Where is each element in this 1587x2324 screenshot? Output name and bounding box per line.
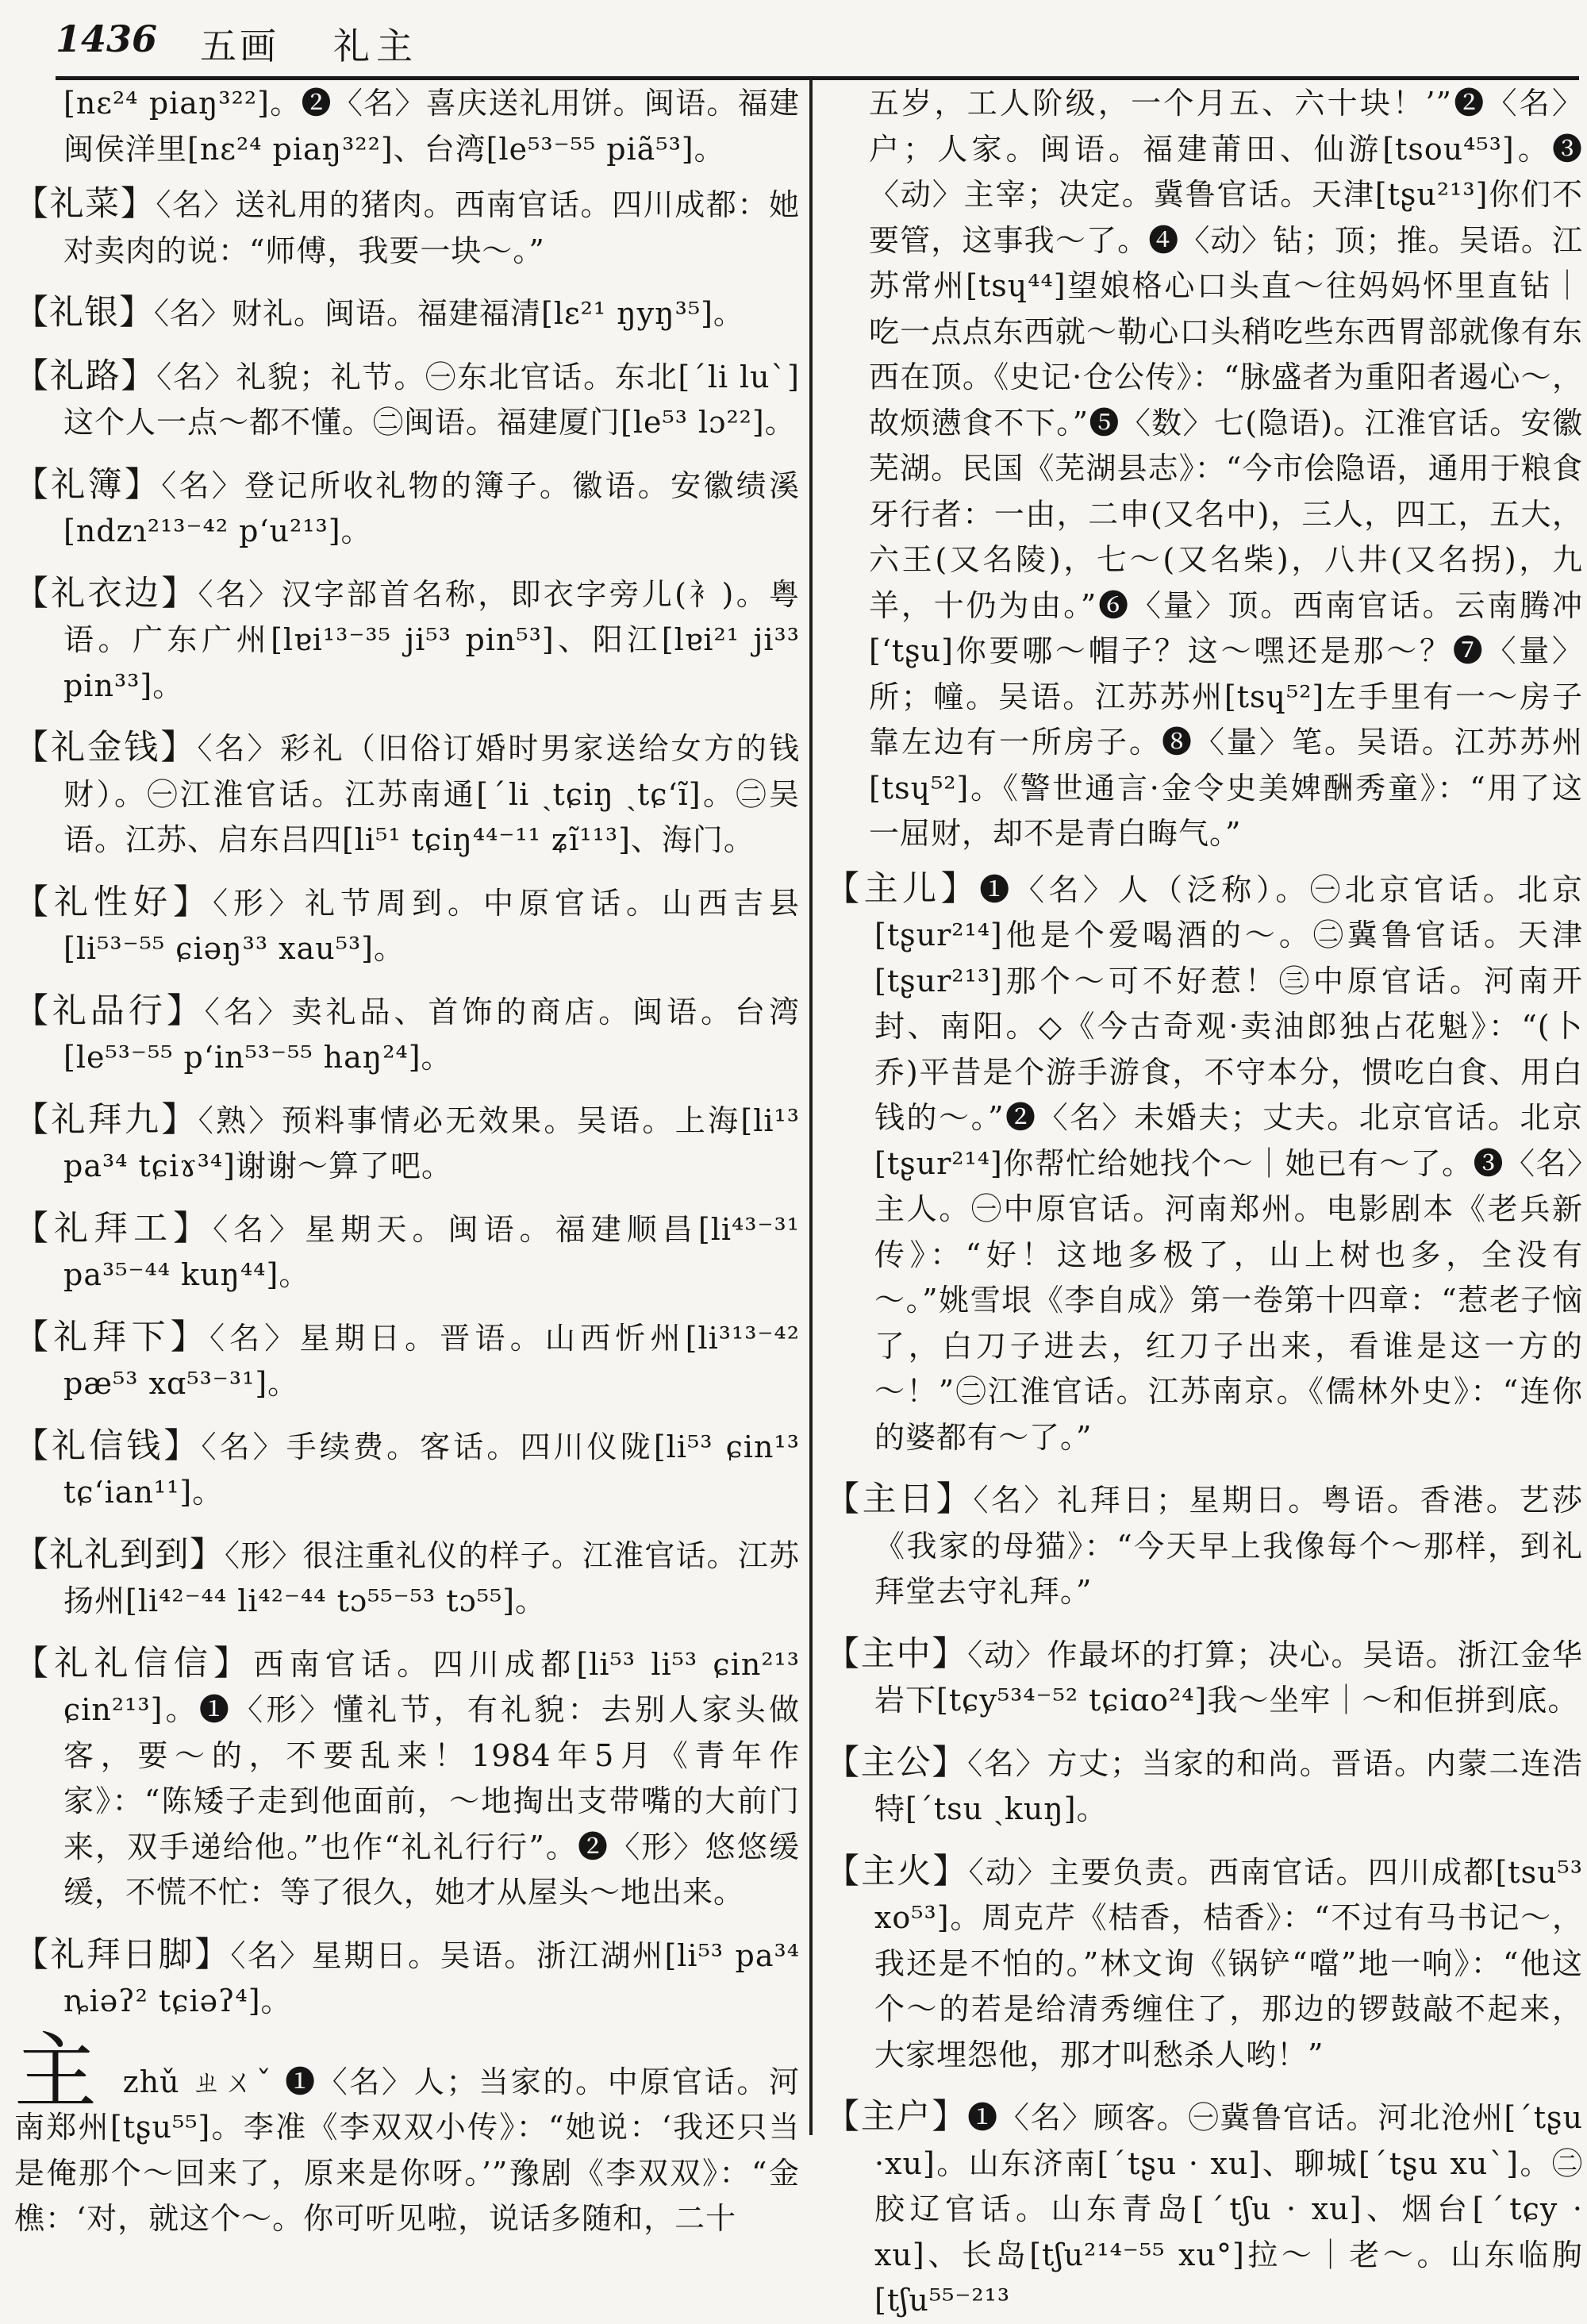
- entry-definition: 西南官话。四川成都[li⁵³ li⁵³ ɕin²¹³ ɕin²¹³]。❶〈形〉懂礼节，有礼貌：去别人家头做客，要～的，不要乱来！1984年5月《青年作家》：“陈矮子走到他面前，～地掏出支带嘴的大前门来，双手递给他。”也作“礼礼行行”。❷〈形〉悠悠缓缓，不慌不忙：等了很久，她才从屋头～地出来。: [63, 1646, 801, 1910]
- left-column: [14, 81, 801, 2236]
- dictionary-entry: [14, 354, 800, 446]
- entry-definition: 〈名〉礼貌；礼节。㊀东北官话。东北[ˊli luˋ]这个人一点～都不懂。㊁闽语。福建厦门[le⁵³ lɔ²²]。: [63, 359, 801, 440]
- dictionary-entry: [14, 290, 800, 337]
- continued-text: [nɛ²⁴ piaŋ³²²]。❷〈名〉喜庆送礼用饼。闽语。福建闽侯洋里[nɛ²⁴ piaŋ³²²]、台湾[le⁵³⁻⁵⁵ piã⁵³]。: [63, 86, 800, 167]
- entry-headword: 【礼礼信信】: [14, 1643, 254, 1683]
- entry-definition: 〈名〉礼拜日；星期日。粤语。香港。艺莎《我家的母猫》：“今天早上我像每个～那样，到礼拜堂去守礼拜。”: [874, 1483, 1584, 1609]
- dictionary-entry: [825, 867, 1583, 1461]
- entry-definition: 〈形〉很注重礼仪的样子。江淮官话。江苏扬州[li⁴²⁻⁴⁴ li⁴²⁻⁴⁴ tɔ⁵⁵⁻⁵³ tɔ⁵⁵]。: [63, 1537, 800, 1618]
- dictionary-entry: [825, 2095, 1583, 2324]
- entry-headword: 【主公】: [825, 1742, 968, 1783]
- dictionary-entry: [14, 571, 800, 710]
- entry-headword: 【礼拜日脚】: [14, 1934, 231, 1975]
- entry-definition: ❶〈名〉人（泛称）。㊀北京官话。北京[tʂur²¹⁴]他是个爱喝酒的～。㊁冀鲁官话。天津[tʂur²¹³]那个～可不好惹！㊂中原官话。河南开封、南阳。◇《今古奇观·卖油郎独占花魁》：“(卜乔)平昔是个游手游食，不守本分，惯吃白食、用白钱的～。”❷〈名〉未婚夫；丈夫。北京官话。北京[tʂur²¹⁴]你帮忙给她找个～｜她已有～了。❸〈名〉主人。㊀中原官话。河南郑州。电影剧本《老兵新传》：“好！这地多极了，山上树也多，全没有～。”姚雪垠《李自成》第一卷第十四章：“惹老子恼了，白刀子进去，红刀子出来，看谁是这一方的～！”㊁江淮官话。江苏南京。《儒林外史》：“连你的婆都有～了。”: [874, 872, 1584, 1455]
- headword-entry: [14, 2022, 800, 2242]
- entry-headword: 【主日】: [825, 1479, 974, 1519]
- entry-definition: 〈名〉汉字部首名称，即衣字旁儿(衤)。粤语。广东广州[lɐi¹³⁻³⁵ ji⁵³ pin⁵³]、阳江[lɐi²¹ ji³³ pin³³]。: [63, 576, 800, 703]
- entry-definition: 〈名〉星期天。闽语。福建顺昌[li⁴³⁻³¹ pa³⁵⁻⁴⁴ kuŋ⁴⁴]。: [63, 1211, 801, 1292]
- dictionary-entry: [14, 182, 800, 274]
- entry-definition: 〈名〉财礼。闽语。福建福清[lɛ²¹ ŋyŋ³⁵]。: [154, 296, 744, 331]
- dictionary-entry: [825, 1849, 1583, 2079]
- dictionary-entry: [14, 1206, 800, 1299]
- dictionary-entry: [14, 463, 800, 555]
- entry-headword: 【主户】: [825, 2097, 968, 2137]
- entry-definition: 〈名〉手续费。客话。四川仪陇[li⁵³ ɕin¹³ tɕ‘ian¹¹]。: [63, 1429, 800, 1510]
- dictionary-entry: [14, 1315, 800, 1407]
- column-divider: [809, 79, 813, 2135]
- dictionary-entry: [14, 1424, 800, 1516]
- entry-headword: 【礼礼到到】: [14, 1534, 225, 1575]
- entry-headword: 【礼性好】: [14, 882, 213, 922]
- entry-headword: 【礼拜工】: [14, 1208, 213, 1249]
- section-label: 五画: [200, 25, 279, 67]
- dictionary-entry: [14, 1933, 800, 2025]
- headword-char: 主: [14, 2022, 99, 2120]
- dictionary-entry: [825, 1741, 1583, 1833]
- dictionary-entry: [14, 880, 800, 972]
- dictionary-entry: [825, 1477, 1583, 1615]
- dictionary-entry: [14, 725, 800, 864]
- entry-headword: 【主儿】: [825, 868, 980, 909]
- page-header: [56, 6, 1579, 80]
- entry-definition: ❶〈名〉顾客。㊀冀鲁官话。河北沧州[ˊtʂu ·xu]。山东济南[ˊtʂu · xu]、聊城[ˊtʂu xuˋ]。㊁胶辽官话。山东青岛[ˊtʃu · xu]、烟台[ˊtɕy · xu]、长岛[tʃu²¹⁴⁻⁵⁵ xu°]拉～｜老～。山东临朐[tʃu⁵⁵⁻²¹³: [874, 2100, 1584, 2318]
- dictionary-entry: [14, 989, 800, 1081]
- entry-headword: 【礼衣边】: [14, 573, 198, 614]
- entry-headword: 【礼拜九】: [14, 1099, 198, 1140]
- entry-headword: 【礼品行】: [14, 991, 205, 1031]
- entry-definition: 〈动〉作最坏的打算；决心。吴语。浙江金华岩下[tɕy⁵³⁴⁻⁵² tɕiɑo²⁴]我～坐牢｜～和佢拼到底。: [874, 1637, 1583, 1718]
- entry-headword: 【礼信钱】: [14, 1426, 202, 1466]
- entry-definition: 〈名〉方丈；当家的和尚。晋语。内蒙二连浩特[ˊtsu ˏkuŋ]。: [874, 1745, 1583, 1826]
- headword-body: zhǔ ㄓㄨˇ ❶〈名〉人；当家的。中原官话。河南郑州[tʂu⁵⁵]。李准《李双双小传》：“她说：‘我还只当是俺那个～回来了，原来是你呀。’”豫剧《李双双》：“金樵：‘对，就这个～。你可听见啦，说话多随和，二十: [14, 2064, 800, 2236]
- entry-headword: 【礼银】: [14, 293, 154, 333]
- entry-headword: 【礼金钱】: [14, 728, 198, 768]
- entry-headword: 【礼簿】: [14, 464, 162, 505]
- entry-definition: 〈动〉主要负责。西南官话。四川成都[tsu⁵³ xo⁵³]。周克芹《桔香，桔香》：“不过有马书记～，我还是不怕的。”林文询《锅铲“噹”地一响》：“他这个～的若是给清秀缠住了，那边的锣鼓敲不起来，大家埋怨他，那才叫愁杀人哟！”: [874, 1854, 1584, 2072]
- dictionary-entry: [14, 1533, 800, 1625]
- range-label: 礼主: [333, 25, 419, 67]
- entry-definition: 〈名〉送礼用的猪肉。西南官话。四川成都：她对卖肉的说：“师傅，我要一块～。”: [63, 187, 800, 268]
- entry-definition: 〈名〉星期日。吴语。浙江湖州[li⁵³ pa³⁴ ȵiəʔ² tɕiəʔ⁴]。: [63, 1937, 800, 2018]
- entry-definition: 〈熟〉预料事情必无效果。吴语。上海[li¹³ pa³⁴ tɕiɤ³⁴]谢谢～算了吧。: [63, 1102, 800, 1183]
- dictionary-entry: [825, 1632, 1583, 1724]
- continued-text: 五岁，工人阶级，一个月五、六十块！’”❷〈名〉户；人家。闽语。福建莆田、仙游[tsou⁴⁵³]。❸〈动〉主宰；决定。冀鲁官话。天津[tʂu²¹³]你们不要管，这事我～了。❹〈动〉钻；顶；推。吴语。江苏常州[tsɥ⁴⁴]望娘格心口头直～往妈妈怀里直钻｜吃一点点东西就～勒心口头稍吃些东西胃部就像有东西在顶。《史记·仓公传》：“脉盛者为重阳者遏心～，故烦懑食不下。”❺〈数〉七(隐语)。江淮官话。安徽芜湖。民国《芜湖县志》：“今市侩隐语，通用于粮食牙行者：一由，二申(又名中)，三人，四工，五大，六王(又名陵)，七～(又名柴)，八井(又名拐)，九羊，十仍为由。”❻〈量〉顶。西南官话。云南腾冲[‘tʂu]你要哪～帽子？这～嘿还是那～？❼〈量〉所；幢。吴语。江苏苏州[tsɥ⁵²]左手里有一～房子靠左边有一所房子。❽〈量〉笔。吴语。江苏苏州[tsɥ⁵²]。《警世通言·金令史美婢酬秀童》：“用了这一屈财，却不是青白晦气。”: [869, 86, 1583, 851]
- page-number: 1436: [56, 17, 158, 60]
- entry-definition: 〈名〉彩礼（旧俗订婚时男家送给女方的钱财）。㊀江淮官话。江苏南通[ˊli ˏtɕiŋ ˏtɕ‘ĩ]。㊁吴语。江苏、启东吕四[li⁵¹ tɕiŋ⁴⁴⁻¹¹ ʑĩ¹¹³]、海门。: [63, 731, 800, 857]
- dictionary-entry: [14, 1641, 800, 1916]
- entry-headword: 【主火】: [825, 1851, 969, 1891]
- entry-headword: 【礼拜下】: [14, 1317, 209, 1357]
- entry-definition: 〈名〉星期日。晋语。山西忻州[li³¹³⁻⁴² pæ⁵³ xɑ⁵³⁻³¹]。: [63, 1320, 801, 1401]
- entry-definition: 〈形〉礼节周到。中原官话。山西吉县[li⁵³⁻⁵⁵ ɕiəŋ³³ xau⁵³]。: [63, 885, 800, 966]
- entry-definition: 〈名〉卖礼品、首饰的商店。闽语。台湾[le⁵³⁻⁵⁵ p‘in⁵³⁻⁵⁵ haŋ²⁴]。: [63, 994, 800, 1075]
- entry-headword: 【礼菜】: [14, 184, 156, 224]
- right-column: [825, 81, 1584, 2318]
- entry-headword: 【主中】: [825, 1633, 968, 1674]
- entry-headword: 【礼路】: [14, 356, 157, 396]
- dictionary-entry: [14, 1098, 800, 1190]
- entry-definition: 〈名〉登记所收礼物的簿子。徽语。安徽绩溪[ndzɿ²¹³⁻⁴² p‘u²¹³]。: [63, 467, 800, 548]
